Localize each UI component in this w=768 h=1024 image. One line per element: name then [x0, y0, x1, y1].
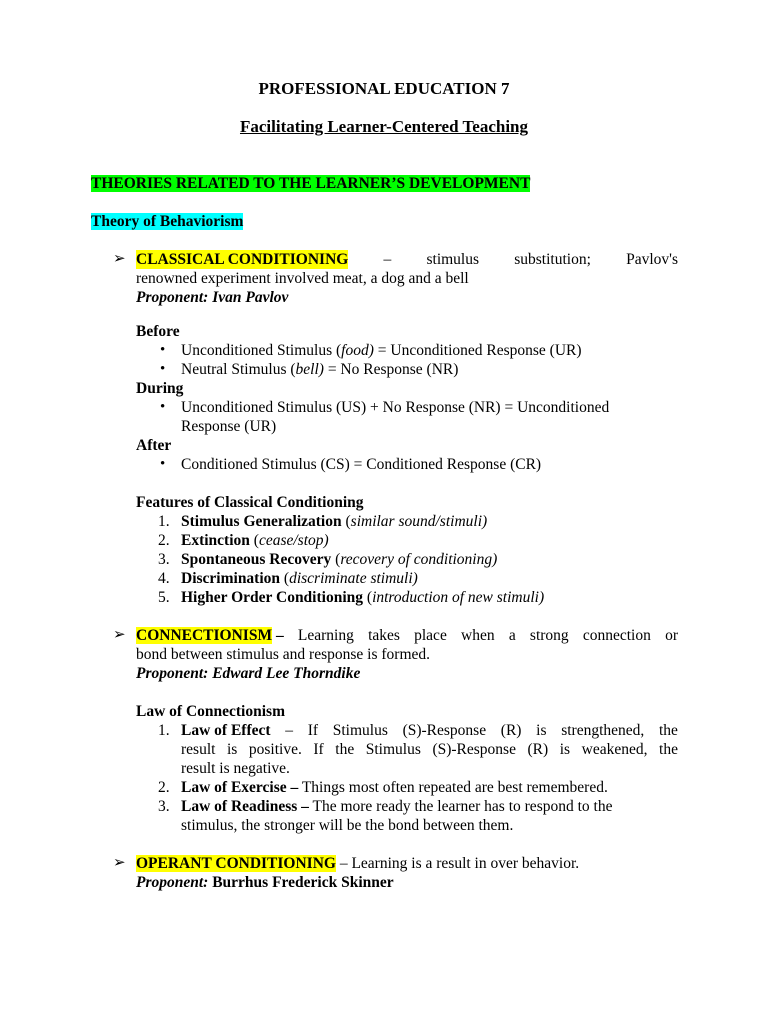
feature-term: Spontaneous Recovery [181, 551, 332, 568]
connectionism-term-group [136, 626, 284, 645]
feature-number: 3. [158, 551, 170, 568]
law-word: – [285, 722, 293, 739]
classical-term: CLASSICAL CONDITIONING [136, 251, 349, 268]
feature-number: 1. [158, 513, 170, 530]
text-fragment: – Learning is a result in over behavior. [335, 855, 580, 872]
feature-desc: cease/stop) [258, 532, 329, 549]
text-fragment: = No Response (NR) [323, 361, 459, 378]
arrow-bullet-icon: ➢ [113, 855, 126, 871]
feature-desc: discriminate stimuli) [289, 570, 418, 587]
law-word: If [307, 722, 319, 739]
classical-line-2: renowned experiment involved meat, a dog and a bell [136, 270, 469, 287]
law-word: (S)-Response [402, 722, 487, 739]
operant-proponent [136, 873, 394, 892]
features-heading: Features of Classical Conditioning [136, 494, 364, 511]
law-effect-line-3: result is negative. [181, 760, 290, 777]
after-item-1: Conditioned Stimulus (CS) = Conditioned Response (CR) [181, 456, 542, 473]
text-fragment: ( [331, 551, 341, 568]
connectionism-word: a [508, 627, 516, 644]
during-item-line-2: Response (UR) [181, 418, 277, 435]
law-word: the [659, 722, 678, 739]
bullet-icon: • [160, 361, 166, 377]
law-effect-line-1 [181, 721, 678, 740]
law-word: strengthened, [561, 722, 645, 739]
feature-item [181, 531, 329, 550]
classical-word: – [383, 251, 392, 268]
after-label: After [136, 437, 172, 454]
law-readiness-line-1 [181, 797, 612, 816]
arrow-bullet-icon: ➢ [113, 251, 126, 267]
section-heading [91, 174, 530, 193]
law-number: 1. [158, 722, 170, 739]
law-word: Stimulus [365, 741, 421, 758]
classical-word: stimulus [426, 251, 480, 268]
page-subtitle: Facilitating Learner-Centered Teaching [239, 117, 529, 136]
text-fragment: – [272, 627, 284, 644]
law-word: Stimulus [332, 722, 388, 739]
law-word: is [226, 741, 238, 758]
feature-item [181, 569, 418, 588]
feature-item [181, 588, 544, 607]
before-item-1 [181, 341, 582, 360]
law-number: 3. [158, 798, 170, 815]
text-fragment: Things most often repeated are best remembered. [298, 779, 608, 796]
feature-term: Higher Order Conditioning [181, 589, 364, 606]
text-fragment: food) [341, 342, 374, 359]
law-term: Law of Effect [181, 722, 271, 739]
bullet-icon: • [160, 456, 166, 472]
text-fragment: Unconditioned Stimulus ( [181, 342, 342, 359]
law-term: Law of Readiness – [181, 798, 309, 815]
page-title: PROFESSIONAL EDUCATION 7 [258, 79, 510, 98]
feature-number: 4. [158, 570, 170, 587]
operant-line-1 [136, 854, 579, 873]
during-item-line-1: Unconditioned Stimulus (US) + No Response (NR) = Unconditioned [181, 399, 610, 416]
law-term: Law of Exercise – [181, 779, 299, 796]
section-heading-text: THEORIES RELATED TO THE LEARNER’S DEVELOPMENT [91, 175, 531, 192]
law-effect-line-2 [181, 740, 678, 759]
law-word: is [559, 741, 571, 758]
text-fragment: Neutral Stimulus ( [181, 361, 296, 378]
connectionism-word: or [665, 627, 678, 644]
bullet-icon: • [160, 399, 166, 415]
law-word: If [313, 741, 324, 758]
proponent-label: Proponent: [136, 874, 209, 891]
law-heading: Law of Connectionism [136, 703, 285, 720]
law-word: (R) [527, 741, 549, 758]
feature-item [181, 550, 497, 569]
text-fragment: ( [363, 589, 373, 606]
text-fragment: ( [280, 570, 290, 587]
feature-number: 2. [158, 532, 170, 549]
connectionism-word: Learning [297, 627, 354, 644]
theory-heading [91, 212, 243, 231]
connectionism-word: connection [582, 627, 651, 644]
feature-term: Discrimination [181, 570, 281, 587]
before-label: Before [136, 323, 180, 340]
bullet-icon: • [160, 342, 166, 358]
theory-heading-text: Theory of Behaviorism [91, 213, 244, 230]
law-word: is [536, 722, 547, 739]
law-word: the [335, 741, 355, 758]
classical-line-1 [136, 250, 678, 269]
law-word: (S)-Response [432, 741, 516, 758]
connectionism-word: when [461, 627, 495, 644]
feature-number: 5. [158, 589, 170, 606]
text-fragment: bell) [295, 361, 324, 378]
feature-item [181, 512, 487, 531]
classical-proponent: Proponent: Ivan Pavlov [136, 289, 289, 306]
law-word: result [181, 741, 216, 758]
connectionism-line-1 [136, 626, 678, 645]
feature-term: Extinction [181, 532, 250, 549]
law-number: 2. [158, 779, 170, 796]
connectionism-line-2: bond between stimulus and response is formed. [136, 646, 431, 663]
classical-word: substitution; [514, 251, 591, 268]
feature-desc: recovery of conditioning) [340, 551, 498, 568]
text-fragment: = Unconditioned Response (UR) [373, 342, 582, 359]
feature-desc: similar sound/stimuli) [350, 513, 488, 530]
feature-desc: introduction of new stimuli) [372, 589, 545, 606]
law-word: weakened, [581, 741, 648, 758]
connectionism-proponent: Proponent: Edward Lee Thorndike [136, 665, 361, 682]
text-fragment: ( [341, 513, 351, 530]
text-fragment: The more ready the learner has to respond to the [308, 798, 613, 815]
law-word: the [659, 741, 678, 758]
law-readiness-line-2: stimulus, the stronger will be the bond between them. [181, 817, 514, 834]
connectionism-term: CONNECTIONISM [136, 627, 273, 644]
law-exercise [181, 778, 608, 797]
arrow-bullet-icon: ➢ [113, 627, 126, 643]
feature-term: Stimulus Generalization [181, 513, 342, 530]
during-label: During [136, 380, 184, 397]
law-word: (R) [500, 722, 522, 739]
connectionism-word: place [414, 627, 447, 644]
connectionism-word: strong [529, 627, 569, 644]
connectionism-word: takes [368, 627, 400, 644]
classical-word: Pavlov's [626, 251, 678, 268]
operant-term: OPERANT CONDITIONING [136, 855, 336, 872]
text-fragment: ( [249, 532, 259, 549]
before-item-2 [181, 360, 458, 379]
law-word: positive. [248, 741, 302, 758]
proponent-name: Burrhus Frederick Skinner [208, 874, 394, 891]
